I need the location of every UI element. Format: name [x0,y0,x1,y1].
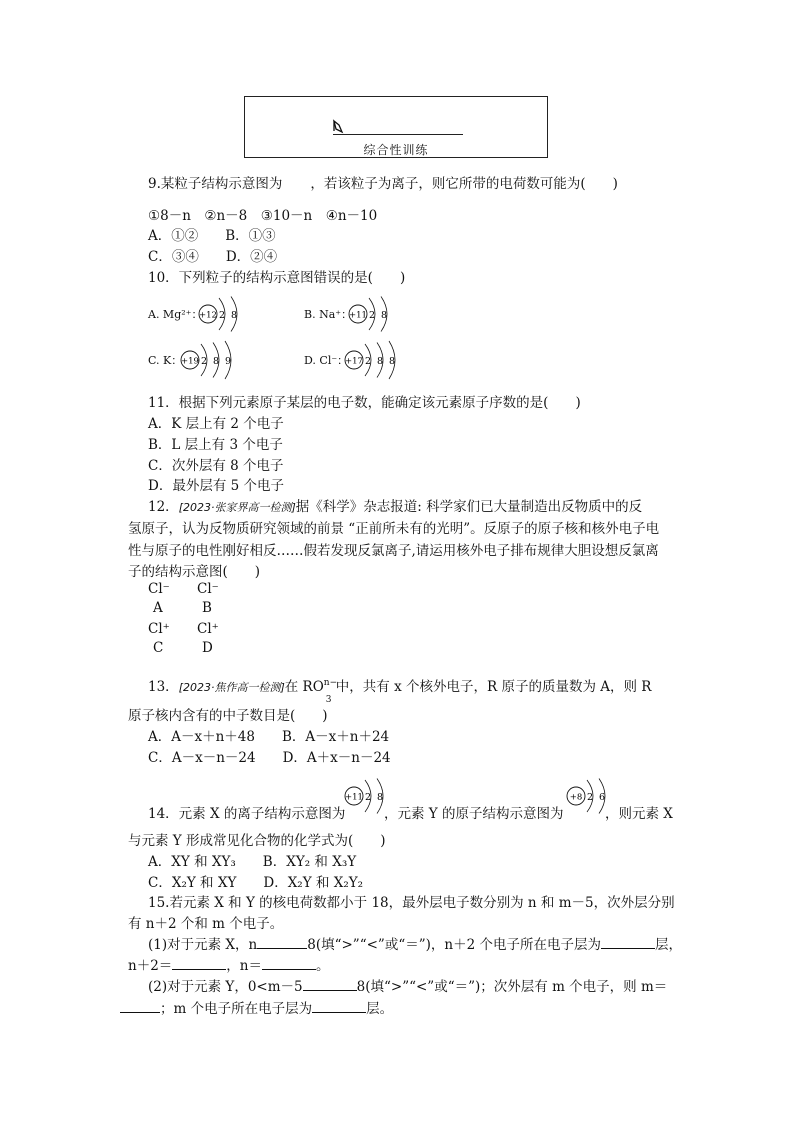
q11-option-a: A．K 层上有 2 个电子 [148,416,284,432]
q12-source-tag: [2023·张家界高一检测] [178,501,296,514]
q15-line1: 15.若元素 X 和 Y 的核电荷数都小于 18，最外层电子数分别为 n 和 m－5，次外层分别 [148,895,675,911]
q15-blank-5[interactable] [303,978,357,991]
nucleus-charge: +11 [345,792,363,803]
q13-line2: 原子核内含有的中子数目是( ) [128,708,328,724]
atom-label: A. Mg²⁺： [148,308,203,321]
q13-stem-b: 中，共有 x 个核外电子，R 原子的质量数为 A，则 R [335,679,652,695]
q12-number: 12． [148,499,179,515]
q15-part2 [148,975,667,995]
shell-electron-count: 2 [364,792,372,803]
atom-diagram [348,294,402,334]
q14-stem-c: ，则元素 X [605,806,673,822]
q13-options-ab: A．A－x＋n＋48 B．A－x＋n＋24 [148,729,390,745]
shell-electron-count: 8 [380,310,388,321]
q14-stem-a: 14．元素 X 的离子结构示意图为 [148,806,346,822]
q15-part1-line2 [128,954,330,974]
shell-electron-count: 8 [212,356,220,367]
q12-line1 [148,495,642,515]
nucleus-charge: +8 [569,792,583,803]
q15-blank-6[interactable] [120,1000,160,1013]
q14-options-cd: C．X₂Y 和 XY D．X₂Y 和 X₂Y₂ [148,875,364,891]
section-header-box [244,96,548,158]
q13-subscript: 3 [325,695,332,705]
q15-blank-7[interactable] [312,1000,366,1013]
q15-part1-b: 8(填“>”“<”或“＝”)，n＋2 个电子所在电子层为 [307,937,601,953]
q13-line1 [148,675,652,705]
q9-options: ①8－n ②n－8 ③10－n ④n－10 [148,208,378,224]
q9-stem [148,172,618,192]
shell-electron-count: 6 [598,792,606,803]
q9-options-cd: C．③④ D．②④ [148,249,278,265]
q11-option-b: B．L 层上有 3 个电子 [148,437,283,453]
q14-stem-b: ，元素 Y 的原子结构示意图为 [384,806,564,822]
q12-choice-c-letter: C [153,640,164,656]
q12-choice-b-letter: B [202,600,212,616]
atom-label: B. Na⁺： [304,308,353,321]
shell-electron-count: 9 [224,356,232,367]
shell-electron-count: 2 [218,310,226,321]
q9-stem-a: 9.某粒子结构示意图为 [148,176,283,192]
atom-diagram [198,294,252,334]
q15-blank-3[interactable] [172,957,226,970]
nucleus-charge: +19 [181,356,199,367]
shell-electron-count: 2 [586,792,594,803]
nucleus-charge: +11 [349,310,367,321]
shell-electron-count: 8 [376,356,384,367]
q12-choice-d-letter: D [202,640,213,656]
pencil-icon [331,119,345,139]
shell-electron-count: 2 [368,310,376,321]
q15-part1-f: 。 [316,958,330,974]
atom-diagram [180,340,246,380]
header-underline [333,134,463,135]
q15-blank-1[interactable] [257,936,307,949]
q15-part1-e: ，n＝ [226,958,262,974]
q12-choice-a-letter: A [153,600,163,616]
q15-blank-4[interactable] [262,957,316,970]
nucleus-charge: +17 [345,356,363,367]
nucleus-charge: +12 [199,310,217,321]
shell-electron-count: 8 [376,792,384,803]
q11-option-c: C．次外层有 8 个电子 [148,458,284,474]
q15-line2: 有 n＋2 个和 m 个电子。 [128,916,284,932]
q12-line4: 子的结构示意图( ) [128,564,261,580]
shell-electron-count: 2 [200,356,208,367]
q15-part1-c: 层， [654,937,682,953]
q15-part2-b: 8(填“>”“<”或“＝”)；次外层有 m 个电子，则 m＝ [356,979,668,995]
q12-choice-a-formula: Cl⁻ [148,581,170,597]
shell-electron-count: 8 [388,356,396,367]
q12-choice-d-formula: Cl⁺ [197,621,219,637]
q12-line2: 氢原子，认为反物质研究领域的前景 “正前所未有的光明”。反原子的原子核和核外电子电 [128,521,660,537]
q14-line2: 与元素 Y 形成常见化合物的化学式为( ) [128,833,386,849]
q12-choice-c-formula: Cl⁺ [148,621,170,637]
q13-options-cd: C．A－x－n－24 D．A＋x－n－24 [148,750,391,766]
q10-stem: 10．下列粒子的结构示意图错误的是( ) [148,270,406,286]
q9-options-ab: A．①② B．①③ [148,228,276,244]
q15-part2-a: (2)对于元素 Y，0<m－5 [148,979,303,995]
shell-electron-count: 2 [364,356,372,367]
q11-stem: 11．根据下列元素原子某层的电子数，能确定该元素原子序数的是( ) [148,395,581,411]
q15-part2-c: ；m 个电子所在电子层为 [160,1001,313,1017]
q13-number: 13． [148,679,179,695]
q13-source-tag: [2023·焦作高一检测] [178,681,285,694]
q12-line1-text: 据《科学》杂志报道: 科学家们已大量制造出反物质中的反 [295,499,643,515]
atom-label: D. Cl⁻： [304,354,349,367]
atom-diagram [344,340,410,380]
q12-choice-b-formula: Cl⁻ [197,581,219,597]
q15-part2-line2 [120,997,393,1017]
q15-part1-a: (1)对于元素 X，n [148,937,258,953]
q15-part1 [148,933,682,953]
q13-ion-charge: n− [323,678,338,688]
q14-options-ab: A．XY 和 XY₃ B．XY₂ 和 X₃Y [148,854,357,870]
q15-blank-2[interactable] [601,936,655,949]
atom-label: C. K： [148,354,183,367]
section-title: 综合性训练 [363,143,429,157]
q9-stem-b: ，若该粒子为离子，则它所带的电荷数可能为( ) [310,176,618,192]
q15-part2-d: 层。 [366,1001,394,1017]
shell-electron-count: 8 [230,310,238,321]
q11-option-d: D．最外层有 5 个电子 [148,478,284,494]
q12-line3: 性与原子的电性刚好相反……假若发现反氯离子,请运用核外电子排布规律大胆设想反氯离 [128,543,659,559]
q13-stem-a: 在 RO [284,679,324,695]
q15-part1-d: n＋2＝ [128,958,173,974]
